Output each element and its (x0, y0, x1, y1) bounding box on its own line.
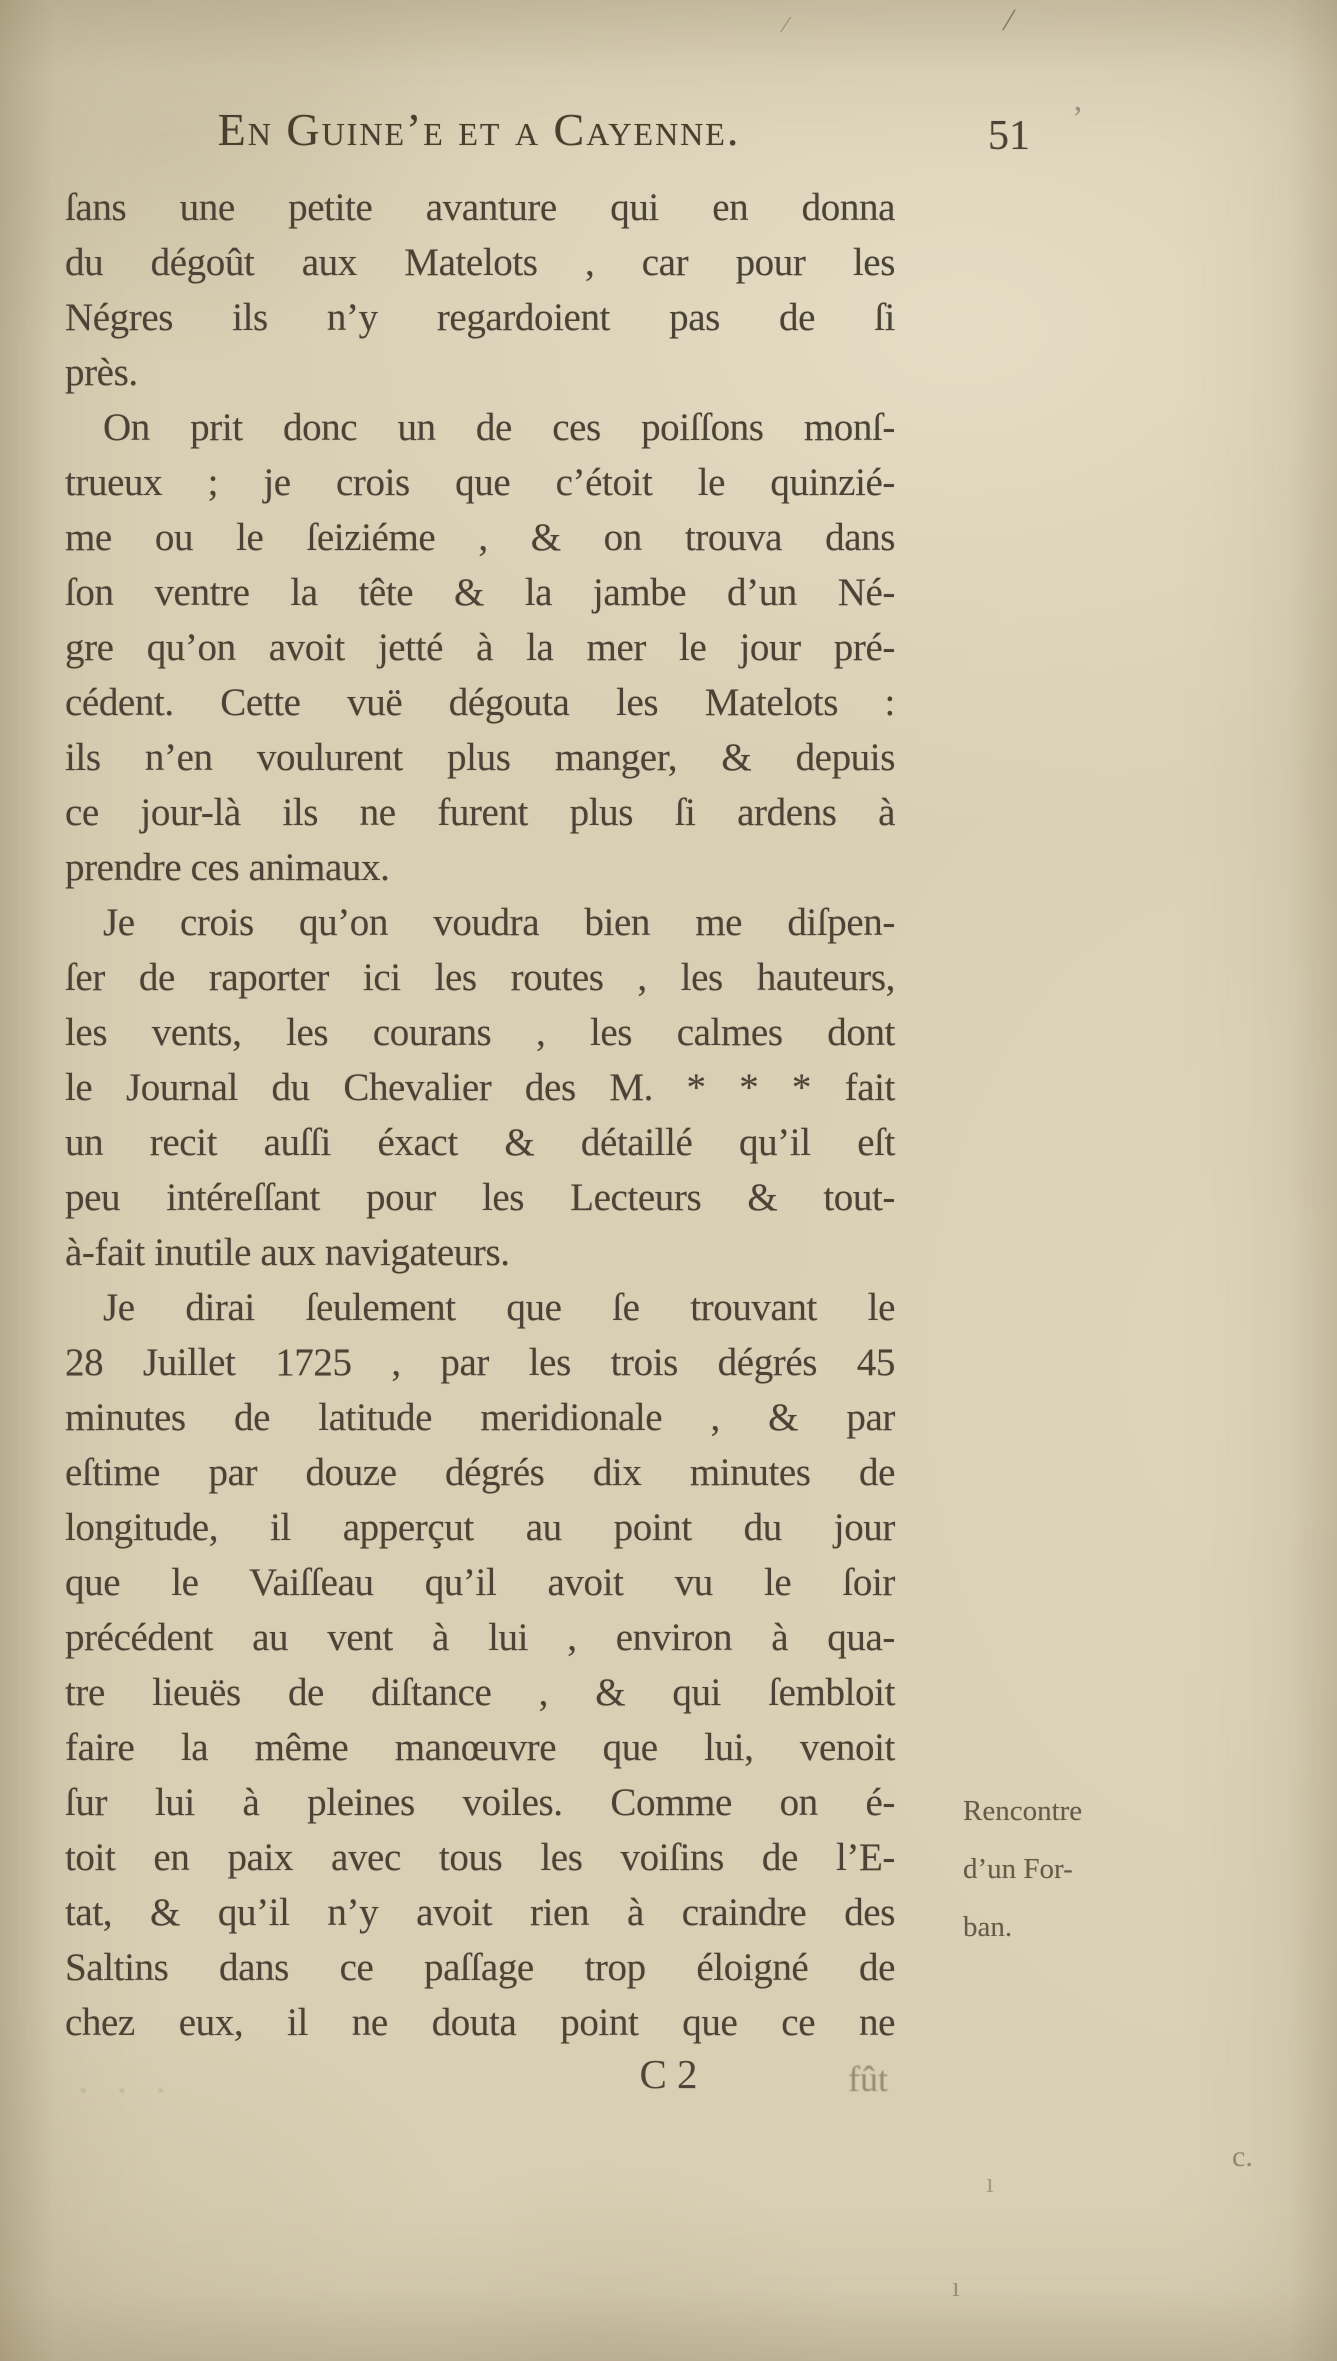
text-line: gre qu’on avoit jetté à la mer le jour pré- (65, 626, 895, 669)
text-line: les vents, les courans , les calmes dont (65, 1011, 895, 1054)
text-line: que le Vaiſſeau qu’il avoit vu le ſoir (65, 1561, 895, 1604)
text-line: à-fait inutile aux navigateurs. (65, 1231, 510, 1274)
text-line: minutes de latitude meridionale , & par (65, 1396, 895, 1439)
text-line: du dégoût aux Matelots , car pour les (65, 241, 895, 284)
signature-mark: C 2 (639, 2051, 698, 2097)
marginal-note-line: d’un For- (963, 1853, 1073, 1885)
text-line: un recit auſſi éxact & détaillé qu’il eſt (65, 1121, 895, 1164)
marginal-note-line: ban. (963, 1911, 1013, 1943)
text-line: 28 Juillet 1725 , par les trois dégrés 45 (65, 1341, 895, 1384)
text-line: ils n’en voulurent plus manger, & depuis (65, 736, 895, 779)
text-line: On prit donc un de ces poiſſons monſ- (103, 406, 895, 449)
text-line: longitude, il apperçut au point du jour (65, 1506, 895, 1549)
text-line: prendre ces animaux. (65, 846, 390, 889)
text-line: peu intéreſſant pour les Lecteurs & tout- (65, 1176, 895, 1219)
text-line: Négres ils n’y regardoient pas de ſi (65, 296, 895, 339)
text-line: cédent. Cette vuë dégouta les Matelots : (65, 681, 895, 724)
running-header: En Guine’e et a Cayenne. (217, 104, 741, 155)
text-line: tre lieuës de diſtance , & qui ſembloit (65, 1671, 895, 1714)
stray-ink-mark: c. (1232, 2140, 1253, 2173)
page-number: 51 (988, 113, 1030, 159)
text-line: me ou le ſeiziéme , & on trouva dans (65, 516, 895, 559)
text-line: Je crois qu’on voudra bien me diſpen- (103, 901, 895, 944)
text-line: précédent au vent à lui , environ à qua- (65, 1616, 895, 1659)
text-line: ſon ventre la tête & la jambe d’un Né- (65, 571, 895, 614)
text-line: Saltins dans ce paſſage trop éloigné de (65, 1946, 895, 1989)
stray-ink-mark: ’ (1072, 100, 1084, 137)
stray-ink-mark: / (1000, 1, 1018, 40)
text-line: ſer de raporter ici les routes , les hauteurs, (65, 956, 895, 999)
catchword: fût (848, 2059, 888, 2099)
text-line: trueux ; je crois que c’étoit le quinzié- (65, 461, 895, 504)
stray-ink-mark: ı (952, 2272, 960, 2303)
stray-ink-mark: ı (986, 2168, 994, 2199)
text-line: ſans une petite avanture qui en donna (65, 186, 895, 229)
ink-bleedthrough-smudge: · · · (78, 2072, 176, 2108)
text-line: tat, & qu’il n’y avoit rien à craindre des (65, 1891, 895, 1934)
text-line: le Journal du Chevalier des M. * * * fait (65, 1066, 895, 1109)
text-line: ſur lui à pleines voiles. Comme on é- (65, 1781, 895, 1824)
text-line: chez eux, il ne douta point que ce ne (65, 2001, 895, 2044)
text-line: faire la même manœuvre que lui, venoit (65, 1726, 895, 1769)
marginal-note (963, 1782, 1213, 1956)
text-line: près. (65, 351, 138, 394)
stray-ink-mark: / (778, 9, 793, 40)
text-line: toit en paix avec tous les voiſins de l’E- (65, 1836, 895, 1879)
marginal-note-line: Rencontre (963, 1795, 1083, 1827)
text-line: Je dirai ſeulement que ſe trouvant le (103, 1286, 895, 1329)
text-line: ce jour-là ils ne furent plus ſi ardens à (65, 791, 895, 834)
text-line: eſtime par douze dégrés dix minutes de (65, 1451, 895, 1494)
main-text-block (65, 180, 895, 2050)
